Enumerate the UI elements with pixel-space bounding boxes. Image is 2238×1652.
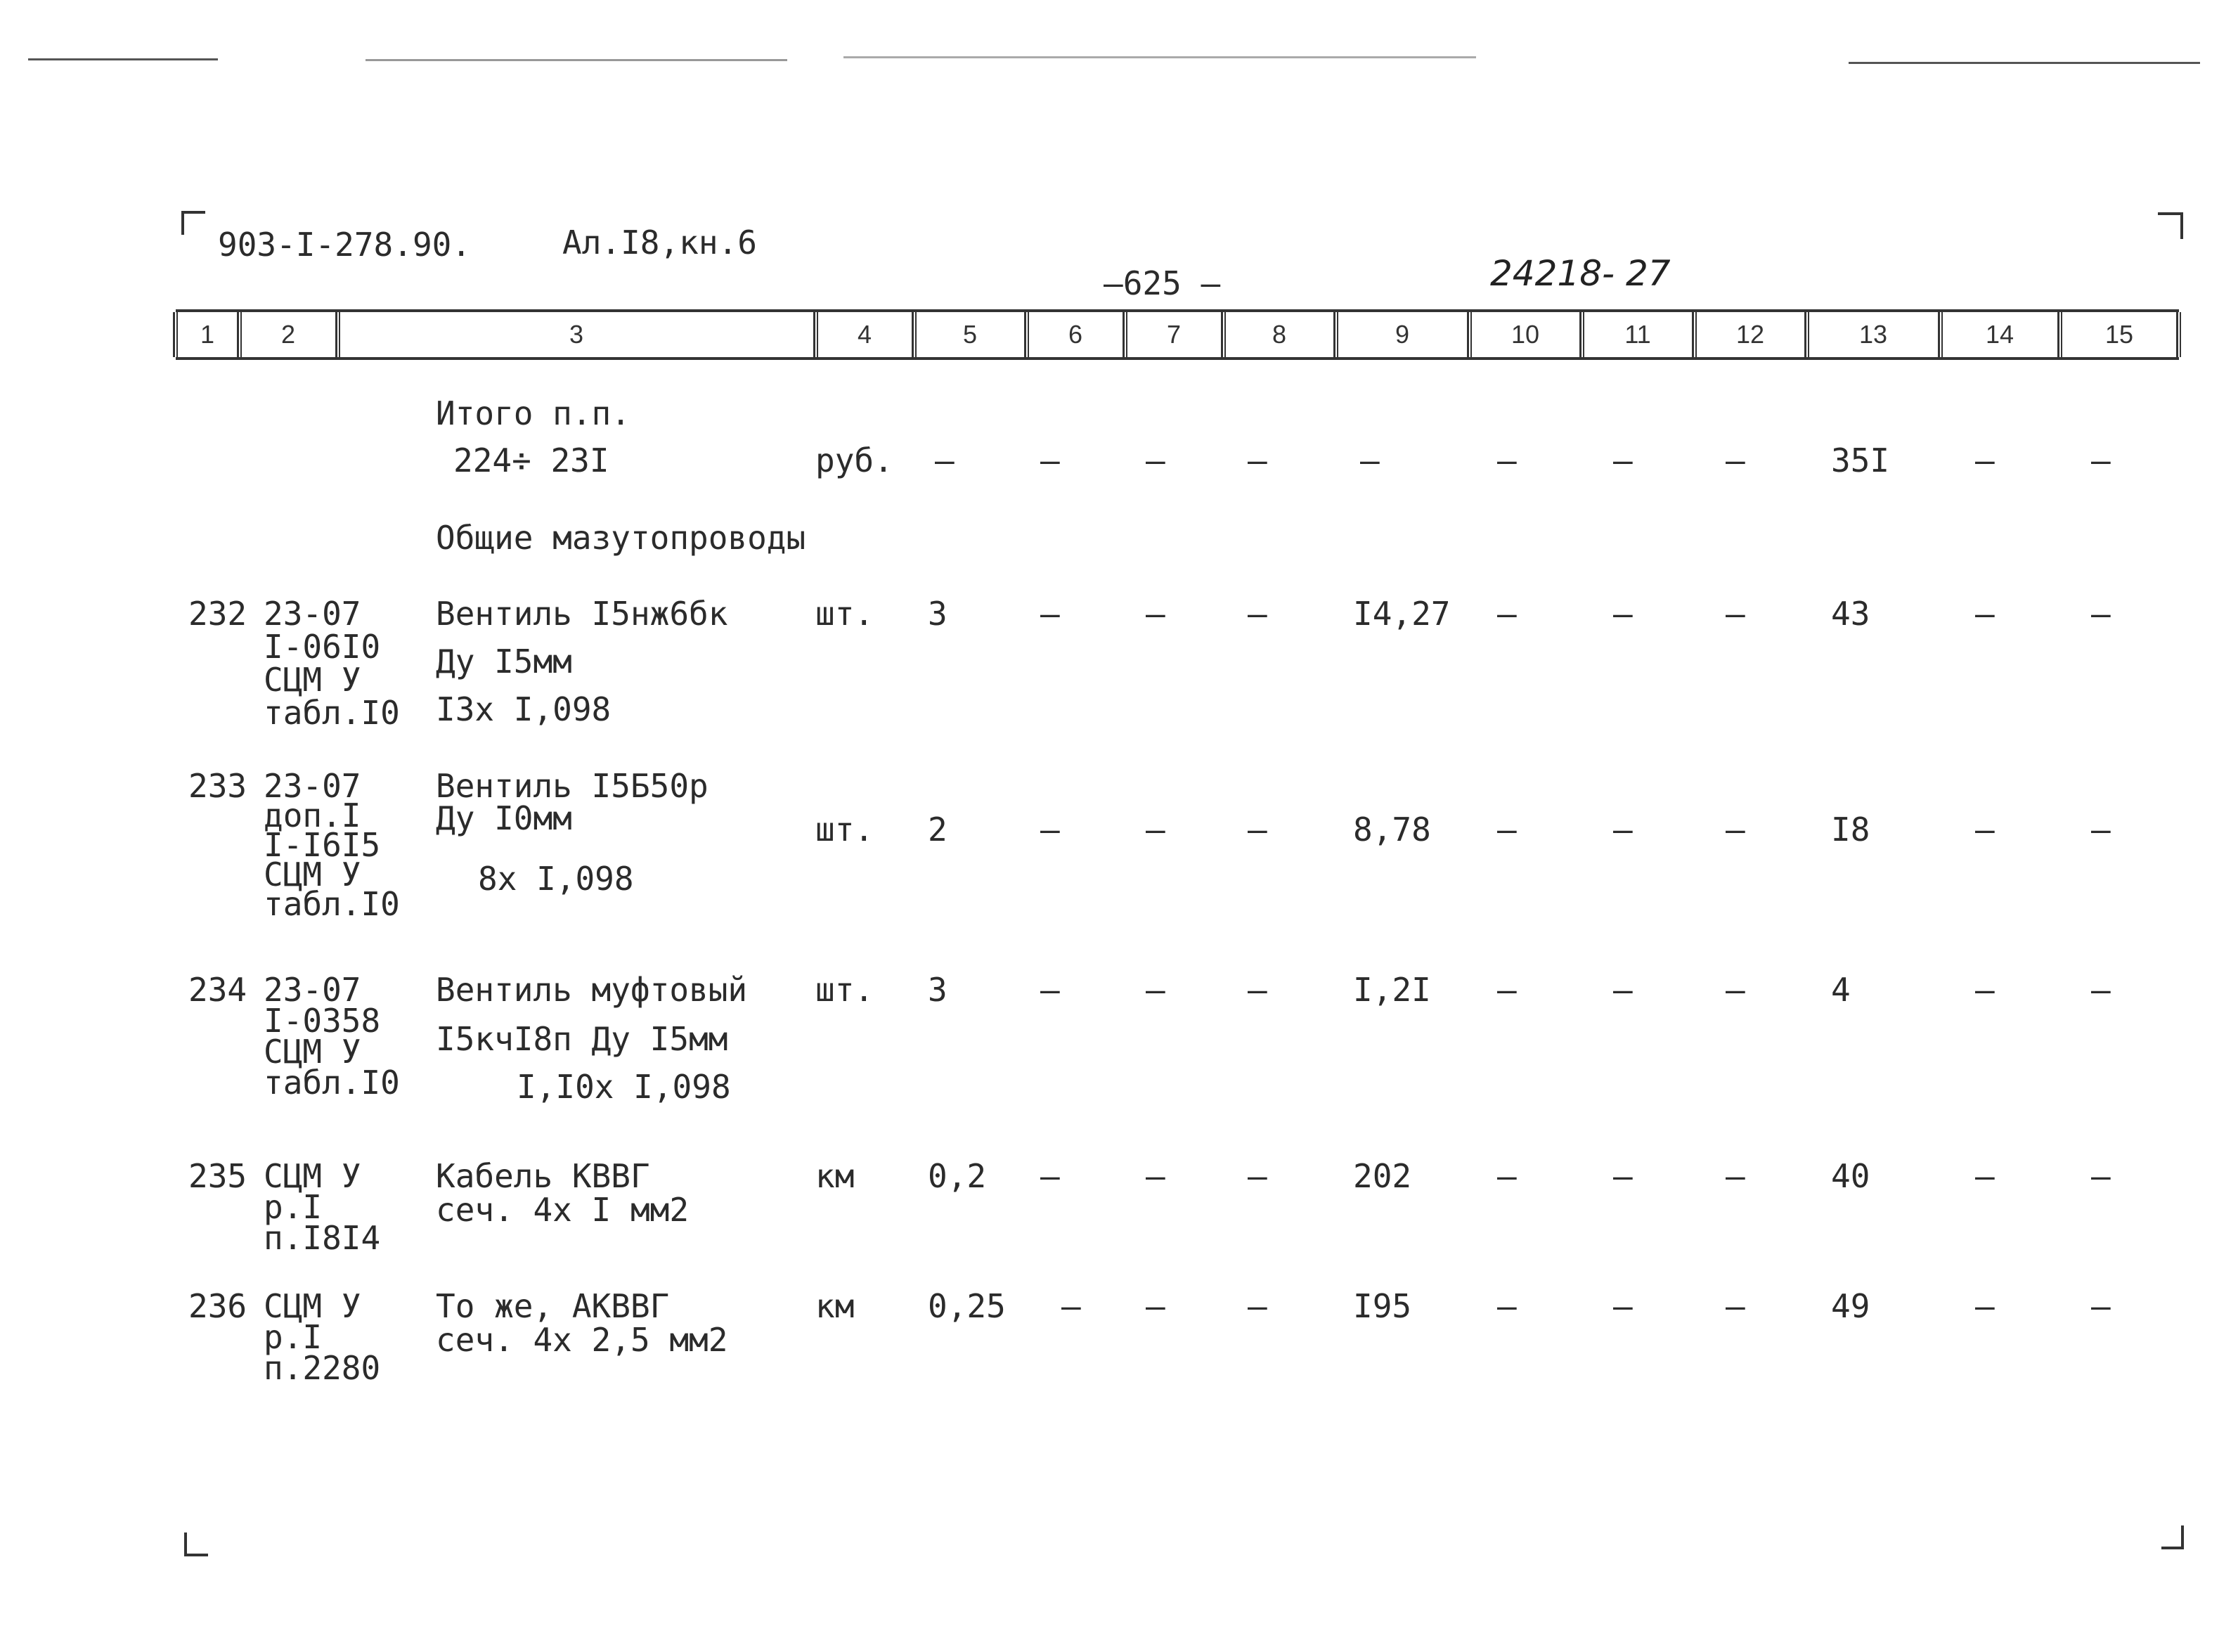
row-code-line: доп.I	[264, 796, 361, 834]
row-description-line: 8х I,098	[478, 860, 634, 898]
row-cell-c11: –	[1613, 595, 1633, 633]
document-code: 903-I-278.90.	[218, 226, 472, 264]
page-number: —625 —	[1104, 264, 1221, 302]
column-header-3: 3	[569, 320, 584, 349]
row-code-line: табл.I0	[264, 885, 400, 923]
row-cell-c6: –	[1061, 1287, 1081, 1325]
row-cell-c8: –	[1248, 971, 1267, 1009]
subtotal-label-line1: Итого п.п.	[436, 394, 630, 432]
row-cell-c7: –	[1146, 1287, 1165, 1325]
subtotal-cell-c7: –	[1146, 441, 1165, 479]
row-unit: шт.	[815, 811, 874, 848]
subtotal-cell-c5: –	[935, 441, 955, 479]
subtotal-cell-c9: –	[1360, 441, 1380, 479]
column-header-6: 6	[1068, 320, 1083, 349]
row-code-line: СЦМ У	[264, 1287, 361, 1325]
corner-mark-top-left	[181, 211, 205, 235]
row-cell-c8: –	[1248, 811, 1267, 848]
row-cell-c10: –	[1497, 811, 1517, 848]
row-code-line: I-0358	[264, 1002, 381, 1040]
subtotal-cell-c6: –	[1040, 441, 1060, 479]
row-cell-c15: –	[2091, 811, 2111, 848]
row-cell-c6: –	[1040, 1157, 1060, 1195]
section-title: Общие мазутопроводы	[436, 519, 806, 557]
row-cell-c14: –	[1975, 1157, 1995, 1195]
row-code-line: I-06I0	[264, 628, 381, 666]
scan-artifact-line	[28, 58, 218, 60]
row-cell-c9: I4,27	[1353, 595, 1451, 633]
row-cell-c13: 43	[1831, 595, 1870, 633]
row-cell-c8: –	[1248, 1287, 1267, 1325]
row-description-line: Ду I5мм	[436, 643, 572, 680]
row-cell-c15: –	[2091, 595, 2111, 633]
row-description-line: сеч. 4х 2,5 мм2	[436, 1321, 728, 1359]
column-header-4: 4	[857, 320, 872, 349]
row-description-line: Вентиль I5Б50р	[436, 767, 709, 805]
row-unit: км	[815, 1287, 855, 1325]
row-cell-c15: –	[2091, 1157, 2111, 1195]
row-unit: шт.	[815, 595, 874, 633]
row-code-line: 23-07	[264, 595, 361, 633]
row-cell-c10: –	[1497, 1287, 1517, 1325]
row-cell-c14: –	[1975, 811, 1995, 848]
row-description-line: I,I0х I,098	[517, 1068, 731, 1106]
row-number: 233	[188, 767, 247, 805]
row-number: 232	[188, 595, 247, 633]
row-description-line: Вентиль I5нж6бк	[436, 595, 728, 633]
row-cell-c7: –	[1146, 811, 1165, 848]
corner-mark-bottom-right	[2161, 1525, 2184, 1549]
subtotal-label-line2: 224÷ 23I	[453, 441, 609, 479]
row-code-line: 23-07	[264, 767, 361, 805]
subtotal-cell-c10: –	[1497, 441, 1517, 479]
column-header-8: 8	[1272, 320, 1287, 349]
row-cell-c12: –	[1726, 595, 1745, 633]
column-header-2: 2	[280, 320, 296, 349]
row-number: 236	[188, 1287, 247, 1325]
row-code-line: табл.I0	[264, 694, 400, 732]
row-cell-c13: I8	[1831, 811, 1870, 848]
subtotal-cell-c15: –	[2091, 441, 2111, 479]
row-description-line: То же, АКВВГ	[436, 1287, 670, 1325]
scan-artifact-line	[1849, 62, 2200, 64]
row-cell-c12: –	[1726, 811, 1745, 848]
row-cell-c13: 4	[1831, 971, 1851, 1009]
row-cell-c8: –	[1248, 595, 1267, 633]
column-header-7: 7	[1166, 320, 1182, 349]
row-cell-c11: –	[1613, 971, 1633, 1009]
row-cell-c9: 202	[1353, 1157, 1412, 1195]
row-code-line: СЦМ У	[264, 661, 361, 699]
column-header-9: 9	[1395, 320, 1410, 349]
row-description-line: Ду I0мм	[436, 799, 572, 837]
row-cell-c9: I,2I	[1353, 971, 1431, 1009]
row-code-line: СЦМ У	[264, 1157, 361, 1195]
row-cell-c14: –	[1975, 1287, 1995, 1325]
corner-mark-bottom-left	[184, 1532, 208, 1556]
scan-artifact-line	[843, 56, 1476, 58]
row-description-line: сеч. 4х I мм2	[436, 1191, 690, 1229]
row-code-line: п.I8I4	[264, 1219, 381, 1257]
row-cell-c8: –	[1248, 1157, 1267, 1195]
row-cell-c6: –	[1040, 595, 1060, 633]
scan-artifact-line	[366, 59, 787, 61]
row-cell-c14: –	[1975, 971, 1995, 1009]
row-cell-c15: –	[2091, 971, 2111, 1009]
subtotal-cell-c13: 35I	[1831, 441, 1890, 479]
column-header-12: 12	[1735, 320, 1765, 349]
column-header-15: 15	[2104, 320, 2134, 349]
row-cell-c14: –	[1975, 595, 1995, 633]
row-description-line: Вентиль муфтовый	[436, 971, 748, 1009]
row-cell-c15: –	[2091, 1287, 2111, 1325]
subtotal-cell-c8: –	[1248, 441, 1267, 479]
row-code-line: р.I	[264, 1188, 323, 1226]
row-cell-c5: 2	[928, 811, 947, 848]
album-reference: Ал.I8,кн.6	[562, 224, 757, 262]
row-cell-c7: –	[1146, 971, 1165, 1009]
row-cell-c12: –	[1726, 1157, 1745, 1195]
stamp-number: 24218- 27	[1490, 253, 1671, 294]
row-cell-c11: –	[1613, 1287, 1633, 1325]
row-cell-c6: –	[1040, 971, 1060, 1009]
row-number: 235	[188, 1157, 247, 1195]
row-cell-c7: –	[1146, 595, 1165, 633]
row-unit: шт.	[815, 971, 874, 1009]
subtotal-cell-c14: –	[1975, 441, 1995, 479]
row-cell-c10: –	[1497, 971, 1517, 1009]
row-cell-c10: –	[1497, 595, 1517, 633]
row-cell-c10: –	[1497, 1157, 1517, 1195]
row-cell-c11: –	[1613, 1157, 1633, 1195]
row-code-line: СЦМ У	[264, 1033, 361, 1071]
row-cell-c5: 3	[928, 595, 947, 633]
row-cell-c13: 49	[1831, 1287, 1870, 1325]
row-cell-c6: –	[1040, 811, 1060, 848]
row-description-line: I5кчI8п Ду I5мм	[436, 1020, 728, 1058]
row-cell-c9: 8,78	[1353, 811, 1431, 848]
column-header-14: 14	[1985, 320, 2014, 349]
row-code-line: табл.I0	[264, 1064, 400, 1102]
row-code-line: п.2280	[264, 1349, 381, 1387]
row-cell-c12: –	[1726, 971, 1745, 1009]
column-header-10: 10	[1511, 320, 1540, 349]
row-code-line: СЦМ У	[264, 856, 361, 893]
row-cell-c11: –	[1613, 811, 1633, 848]
row-number: 234	[188, 971, 247, 1009]
row-cell-c13: 40	[1831, 1157, 1870, 1195]
row-cell-c7: –	[1146, 1157, 1165, 1195]
column-header-13: 13	[1858, 320, 1888, 349]
row-cell-c9: I95	[1353, 1287, 1412, 1325]
row-cell-c5: 3	[928, 971, 947, 1009]
row-code-line: 23-07	[264, 971, 361, 1009]
column-header-row	[176, 309, 2179, 360]
column-header-1: 1	[200, 320, 215, 349]
column-header-5: 5	[962, 320, 978, 349]
corner-mark-top-right	[2158, 212, 2183, 239]
subtotal-unit: руб.	[815, 441, 893, 479]
row-cell-c5: 0,25	[928, 1287, 1006, 1325]
row-cell-c5: 0,2	[928, 1157, 987, 1195]
row-description-line: Кабель КВВГ	[436, 1157, 650, 1195]
row-cell-c12: –	[1726, 1287, 1745, 1325]
column-header-11: 11	[1624, 320, 1651, 349]
row-description-line: I3х I,098	[436, 690, 612, 728]
row-code-line: I-I6I5	[264, 826, 381, 864]
row-code-line: р.I	[264, 1318, 323, 1356]
row-unit: км	[815, 1157, 855, 1195]
subtotal-cell-c12: –	[1726, 441, 1745, 479]
subtotal-cell-c11: –	[1613, 441, 1633, 479]
